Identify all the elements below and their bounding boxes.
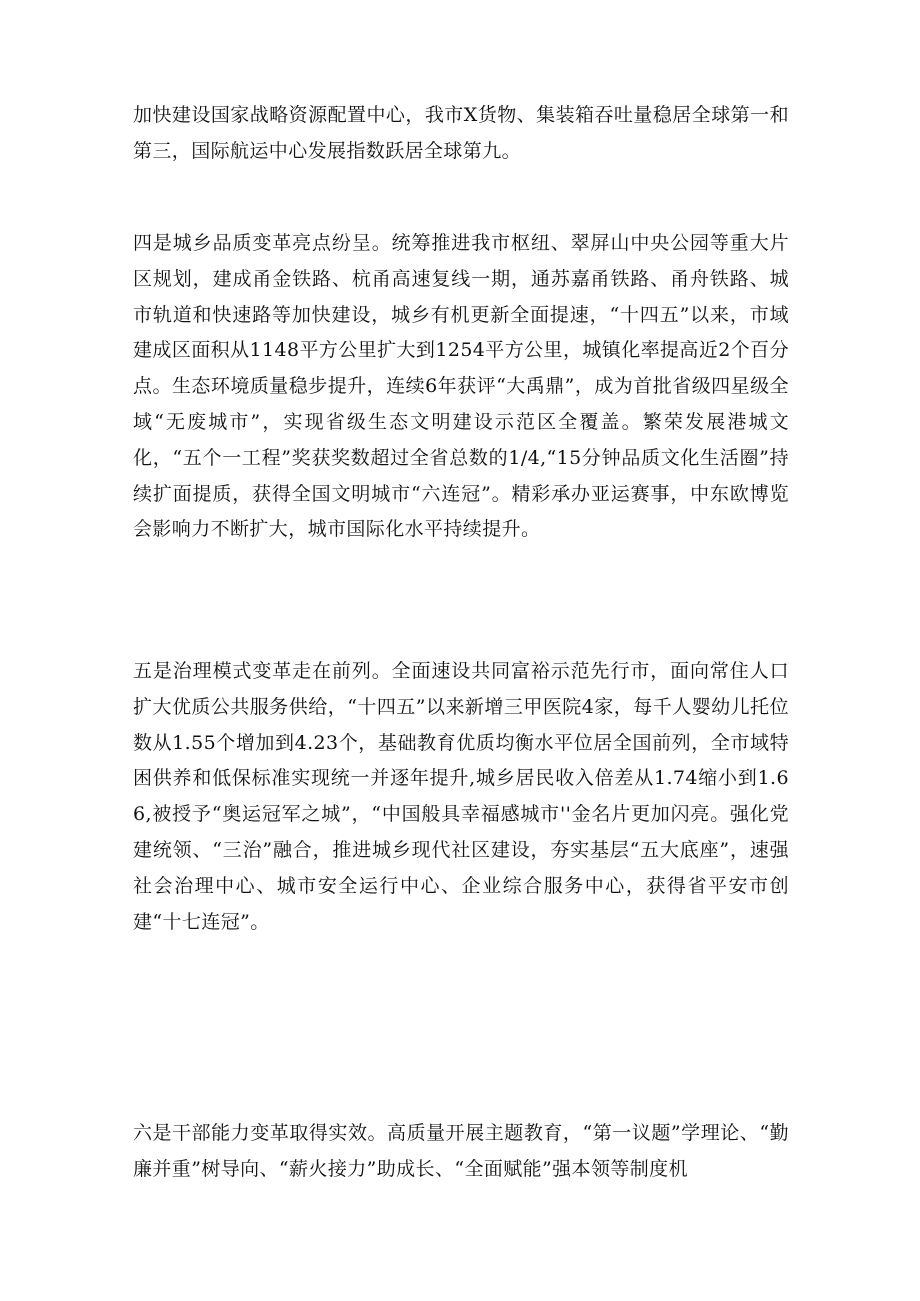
paragraph-urban-rural-quality: 四是城乡品质变革亮点纷呈。统筹推进我市枢纽、翠屏山中央公园等重大片区规划，建成甬金铁路、杭甬高速复线一期，通苏嘉甬铁路、甬舟铁路、城市轨道和快速路等加快建设，城乡有机更新全面提速，“十四五”以来，市域建成区面积从1148平方公里扩大到1254平方公里，城镇化率提高近2个百分点。生态环境质量稳步提升，连续6年获评“大禹鼎”，成为首批省级四星级全域“无废城市”，实现省级生态文明建设示范区全覆盖。繁荣发展港城文化，“五个一工程”奖获奖数超过全省总数的1/4,“15分钟品质文化生活圈”持续扩面提质，获得全国文明城市“六连冠”。精彩承办亚运赛事，中东欧博览会影响力不断扩大，城市国际化水平持续提升。 xyxy=(133,232,789,541)
paragraph-cadre-capability: 六是干部能力变革取得实效。高质量开展主题教育，“第一议题”学理论、“勤廉并重”树导向、“薪火接力”助成长、“全面赋能”强本领等制度机 xyxy=(133,1122,789,1180)
paragraph-governance-model: 五是治理模式变革走在前列。全面速设共同富裕示范先行市，面向常住人口扩大优质公共服务供给，“十四五”以来新增三甲医院4家，每千人婴幼儿托位数从1.55个增加到4.23个，基础教育优质均衡水平位居全国前列，全市域特困供养和低保标准实现统一并逐年提升,城乡居民收入倍差从1.74缩小到1.66,被授予“奥运冠军之城”，“中国般具幸福感城市''金名片更加闪亮。强化党建统领、“三治”融合，推进城乡现代社区建设，夯实基层“五大底座”，速强社会治理中心、城市安全运行中心、企业综合服务中心，获得省平安市创建“十七连冠”。 xyxy=(133,660,789,933)
paragraph-shipping-center: 加快建设国家战略资源配置中心，我市X货物、集装箱吞吐量稳居全球第一和第三，国际航运中心发展指数跃居全球第九。 xyxy=(133,104,789,162)
